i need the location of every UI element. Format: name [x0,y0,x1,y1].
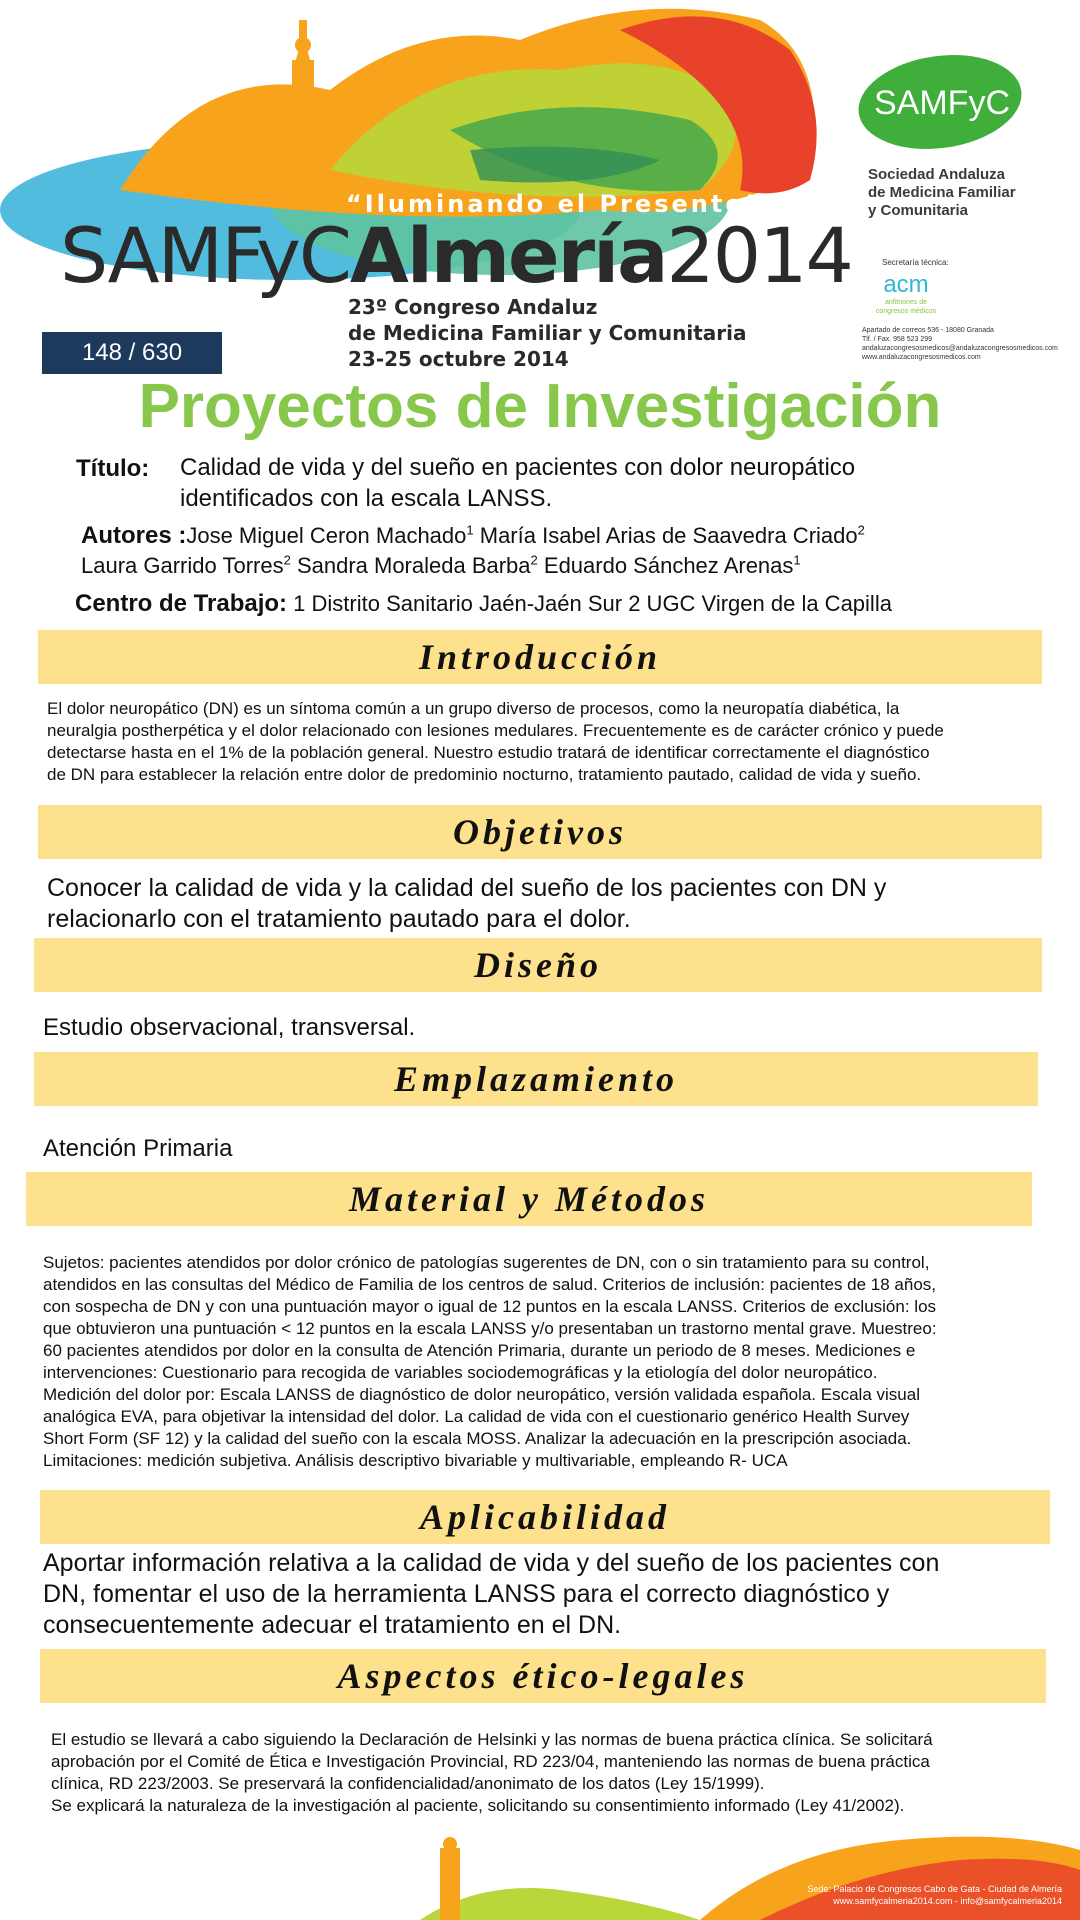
emplazamiento-text: Atención Primaria [43,1135,233,1162]
event-subtitle [348,294,746,372]
author-4-affiliation: 2 [530,552,538,568]
intro-line: neuralgia postherpética y el dolor relacionado con lesiones medulares. Frecuentemente es de carácter crónico y puede [47,721,944,740]
authors-line2 [81,552,801,580]
section-bar-diseno [34,938,1042,992]
titulo-line2: identificados con la escala LANSS. [180,485,553,512]
samfyc-name-line1: Sociedad Andaluza [868,166,1005,183]
section-bar-emplazamiento [34,1052,1038,1106]
eticos-line: El estudio se llevará a cabo siguiendo la Declaración de Helsinki y las normas de buena práctica clínica. Se solicitará [51,1730,933,1749]
author-1-affiliation: 1 [466,522,474,538]
author-5-affiliation: 1 [793,552,801,568]
acm-contact-line1: Apartado de correos 536 - 18080 Granada [862,327,994,334]
material-line: analógica EVA, para objetivar la intensidad del dolor. La calidad de vida con el cuestionario genérico Health Survey [43,1407,910,1426]
aplicabilidad-line: consecuentemente adecuar el tratamiento en el DN. [43,1611,622,1639]
material-text [43,1252,1063,1472]
section-bar-material [26,1172,1032,1226]
intro-line: El dolor neuropático (DN) es un síntoma común a un grupo diverso de procesos, como la neuropatía diabética, la [47,699,900,718]
poster-title: Proyectos de Investigación [138,372,942,441]
intro-text [47,698,1047,786]
material-line: 60 pacientes atendidos por dolor en la consulta de Atención Primaria, durante un periodo de 8 meses. Mediciones e [43,1341,916,1360]
author-3: Laura Garrido Torres [81,553,284,578]
eticos-line: Se explicará la naturaleza de la investigación al paciente, solicitando su consentimiento informado (Ley 41/2002). [51,1796,905,1815]
event-name [60,211,852,300]
acm-logo-sub1: anfitriones de [884,299,928,306]
acm-contact-line4: www.andaluzacongresosmedicos.com [862,354,981,361]
author-2: María Isabel Arias de Saavedra Criado [479,523,858,548]
material-line: Medición del dolor por: Escala LANSS de diagnóstico de dolor neuropático, versión validada española. Escala visual [43,1385,920,1404]
acm-logo-text: acm [883,271,929,298]
heading-aplicabilidad: Aplicabilidad [420,1497,670,1537]
titulo-label: Título: [76,455,150,482]
samfyc-full-name [868,166,1068,220]
material-line: intervenciones: Cuestionario para recogida de variables sociodemográficas y la etiología del dolor neuropático. [43,1363,878,1382]
author-1: Jose Miguel Ceron Machado [186,523,467,548]
event-subtitle-line1: 23º Congreso Andaluz [348,295,598,319]
material-line: con sospecha de DN y con una puntuación mayor o igual de 12 puntos en la escala LANSS. Criterios de exclusión: los [43,1297,937,1316]
eticos-line: aprobación por el Comité de Ética e Investigación Provincial, RD 223/04, manteniendo las normas de buena práctica [51,1752,930,1771]
author-3-affiliation: 2 [283,552,291,568]
acm-contact-line2: Tlf. / Fax. 958 523 299 [862,336,933,343]
page-counter: 148 / 630 [42,332,222,374]
centro-line [75,590,892,618]
aplicabilidad-line: DN, fomentar el uso de la herramienta LANSS para el correcto diagnóstico y [43,1580,890,1608]
event-slogan: “Iluminando el Presente” [346,190,764,218]
section-bar-aplicabilidad [40,1490,1050,1544]
autores-label: Autores : [81,522,187,549]
heading-eticos: Aspectos ético-legales [337,1656,749,1696]
objetivos-text [47,873,1047,935]
section-bar-objetivos [38,805,1042,859]
event-name-year: 2014 [666,211,852,300]
heading-emplazamiento: Emplazamiento [393,1059,679,1099]
heading-introduccion: Introducción [418,637,662,677]
centro-text: 1 Distrito Sanitario Jaén-Jaén Sur 2 UGC Virgen de la Capilla [293,591,892,616]
acm-logo [876,268,956,318]
eticos-text [51,1729,1071,1817]
section-bar-introduccion [38,630,1042,684]
material-line: Limitaciones: medición subjetiva. Análisis descriptivo bivariable y multivariable, empleando R- UCA [43,1451,788,1470]
samfyc-logo [858,54,1022,150]
acm-contact [862,326,1080,362]
event-name-city: Almería [350,211,667,300]
heading-diseno: Diseño [473,945,602,985]
titulo-line1: Calidad de vida y del sueño en pacientes con dolor neuropático [180,454,856,481]
heading-objetivos: Objetivos [453,812,627,852]
author-4: Sandra Moraleda Barba [296,553,531,578]
objetivos-line: Conocer la calidad de vida y la calidad del sueño de los pacientes con DN y [47,874,887,902]
centro-label: Centro de Trabajo: [75,590,288,617]
samfyc-logo-text: SAMFyC [874,84,1010,122]
samfyc-name-line3: y Comunitaria [868,202,969,219]
material-line: atendidos en las consultas del Médico de Familia de los centros de salud. Criterios de inclusión: pacientes de 18 años, [43,1275,937,1294]
event-name-prefix: SAMFyC [60,211,350,300]
author-2-affiliation: 2 [857,522,865,538]
footer-line1: Sede: Palacio de Congresos Cabo de Gata - Ciudad de Almería [807,1884,1062,1894]
author-5: Eduardo Sánchez Arenas [543,553,794,578]
intro-line: detectarse hasta en el 1% de la población general. Nuestro estudio tratará de identificar correctamente el diagnóstico [47,743,930,762]
samfyc-name-line2: de Medicina Familiar [868,184,1016,201]
eticos-line: clínica, RD 223/2003. Se preservará la confidencialidad/anonimato de los datos (Ley 15/1999). [51,1774,765,1793]
authors-line1 [81,522,865,550]
material-line: que obtuvieron una puntuación < 12 puntos en la escala LANSS y/o presentaban un trastorno mental grave. Muestreo: [43,1319,937,1338]
aplicabilidad-line: Aportar información relativa a la calidad de vida y del sueño de los pacientes con [43,1549,940,1577]
intro-line: de DN para establecer la relación entre dolor de predominio nocturno, tratamiento pautado, calidad de vida y sueño. [47,765,922,784]
titulo-text [180,452,855,514]
diseno-text: Estudio observacional, transversal. [43,1014,416,1041]
objetivos-line: relacionarlo con el tratamiento pautado para el dolor. [47,905,631,933]
event-subtitle-line2: de Medicina Familiar y Comunitaria [348,321,747,345]
acm-logo-sub2: congresos médicos [876,308,937,315]
secretaria-label: Secretaría técnica: [882,258,949,267]
aplicabilidad-text [43,1548,1073,1641]
footer-venue [807,1883,1062,1907]
acm-contact-line3: andaluzacongresosmedicos@andaluzacongresosmedicos.com [862,345,1058,352]
heading-material: Material y Métodos [349,1179,709,1219]
event-dates: 23-25 octubre 2014 [348,347,569,371]
material-line: Sujetos: pacientes atendidos por dolor crónico de patologías sugerentes de DN, con o sin tratamiento para su control, [43,1253,930,1272]
section-bar-eticos [40,1649,1046,1703]
footer-line2: www.samfycalmeria2014.com - info@samfycalmeria2014 [833,1896,1062,1906]
material-line: Short Form (SF 12) y la calidad del sueño con la escala MOSS. Analizar la adecuación en la prescripción asociada. [43,1429,912,1448]
